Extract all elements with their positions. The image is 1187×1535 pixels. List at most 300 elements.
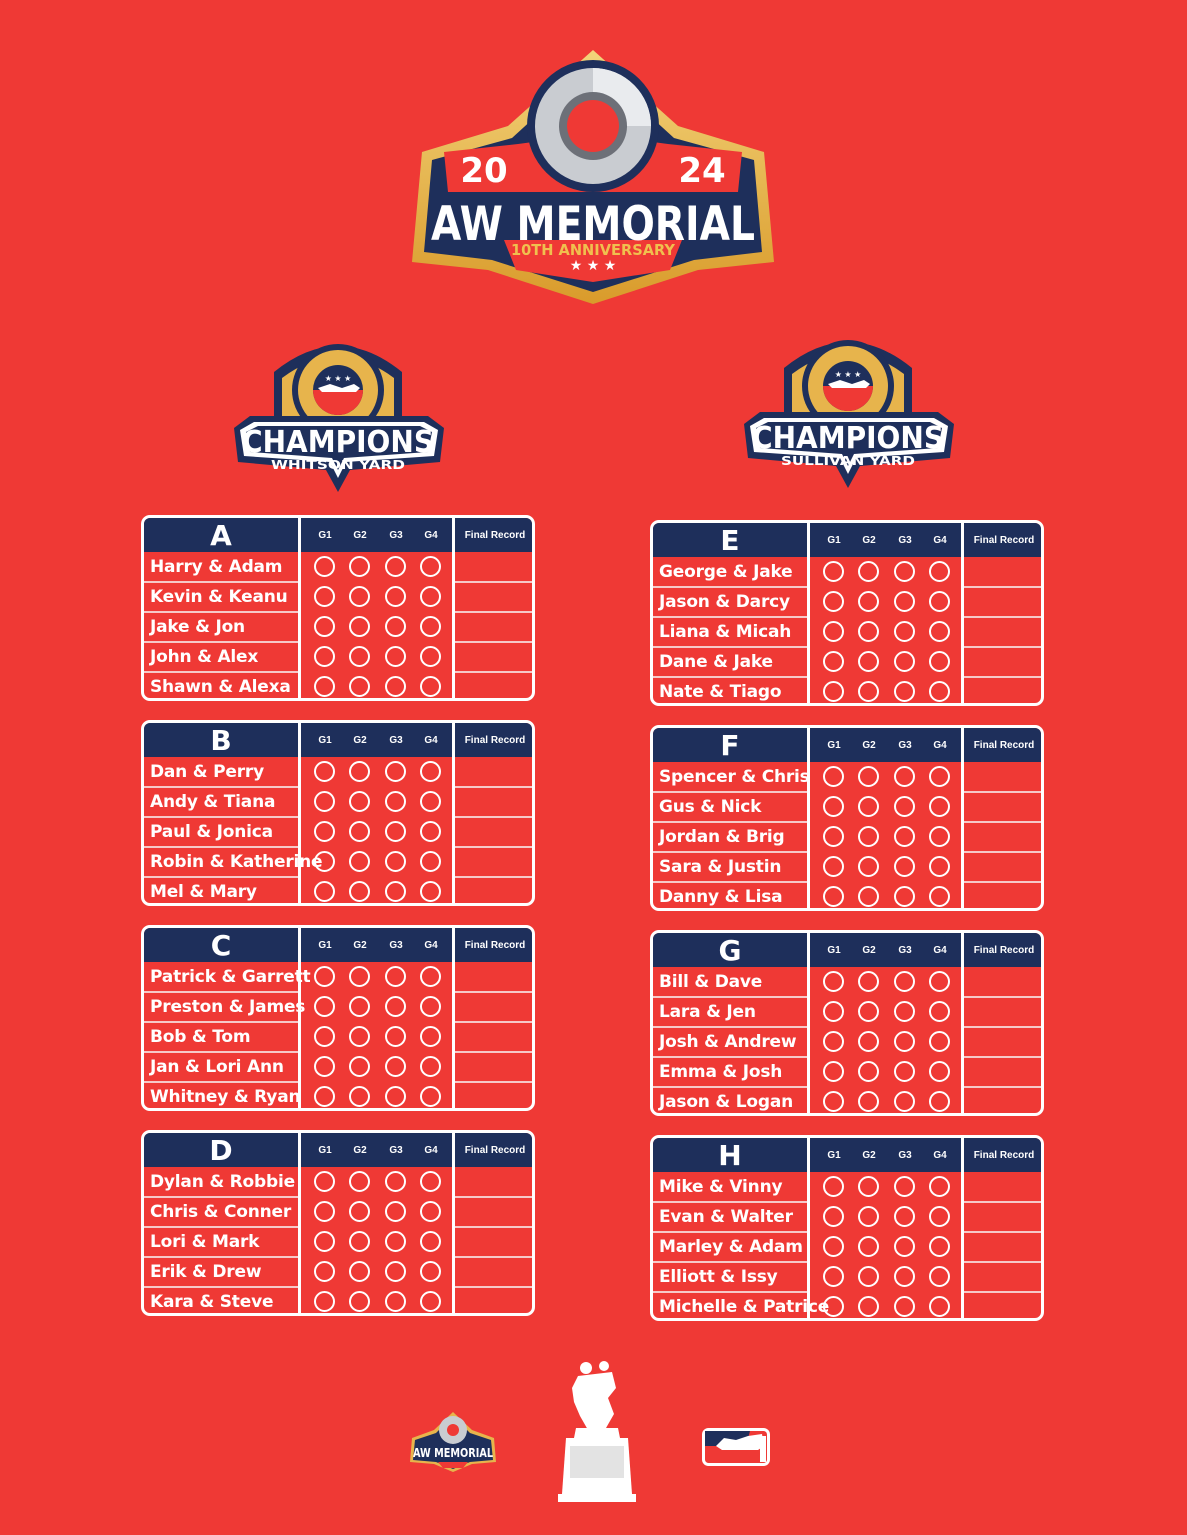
game-result-circle[interactable]	[349, 851, 370, 872]
table-row	[144, 787, 298, 817]
pool-header	[653, 728, 1041, 762]
game-result-circle[interactable]	[314, 1171, 335, 1192]
team-name: Spencer & Chris	[659, 767, 810, 787]
game-result-circle[interactable]	[420, 556, 441, 577]
final-record-header: Final Record	[464, 940, 526, 951]
final-record-cell[interactable]	[455, 992, 535, 1022]
game-result-circle[interactable]	[929, 826, 950, 847]
final-record-cell[interactable]	[964, 1027, 1044, 1057]
game-column-header: G2	[862, 945, 876, 956]
badge-left-title: CHAMPIONS	[242, 425, 434, 460]
game-result-circle[interactable]	[314, 881, 335, 902]
final-record-cell[interactable]	[455, 582, 535, 612]
final-record-cell[interactable]	[455, 877, 535, 906]
game-result-circle[interactable]	[823, 1236, 844, 1257]
final-record-cell[interactable]	[964, 762, 1044, 792]
team-name: Whitney & Ryan	[150, 1087, 301, 1107]
team-name: Robin & Katherine	[150, 852, 323, 872]
champions-badge-whitson	[230, 332, 448, 494]
game-result-circle[interactable]	[420, 1231, 441, 1252]
logo-year-right: 24	[678, 151, 726, 191]
game-result-circle[interactable]	[894, 826, 915, 847]
pool-header	[653, 933, 1041, 967]
game-result-circle[interactable]	[349, 881, 370, 902]
pool-f	[650, 725, 1044, 911]
team-name: Preston & James	[150, 997, 306, 1017]
final-record-cell[interactable]	[964, 967, 1044, 997]
game-result-circle[interactable]	[314, 1291, 335, 1312]
game-result-circle[interactable]	[823, 856, 844, 877]
game-result-circle[interactable]	[385, 791, 406, 812]
table-row	[653, 997, 807, 1027]
pool-header	[653, 523, 1041, 557]
team-name: Lara & Jen	[659, 1002, 756, 1022]
table-row	[144, 612, 298, 642]
game-result-circle[interactable]	[894, 561, 915, 582]
game-result-circle[interactable]	[823, 1061, 844, 1082]
game-result-circle[interactable]	[349, 586, 370, 607]
pool-e	[650, 520, 1044, 706]
final-record-cell[interactable]	[455, 817, 535, 847]
game-column-header: G2	[353, 530, 367, 541]
game-result-circle[interactable]	[823, 651, 844, 672]
game-column-header: G4	[933, 535, 947, 546]
final-record-cell[interactable]	[455, 612, 535, 642]
game-result-circle[interactable]	[349, 966, 370, 987]
game-result-circle[interactable]	[385, 761, 406, 782]
game-column-header: G3	[898, 740, 912, 751]
game-result-circle[interactable]	[823, 591, 844, 612]
game-result-circle[interactable]	[823, 561, 844, 582]
game-result-circle[interactable]	[823, 796, 844, 817]
game-result-circle[interactable]	[894, 1236, 915, 1257]
game-result-circle[interactable]	[349, 1026, 370, 1047]
game-result-circle[interactable]	[823, 1001, 844, 1022]
game-result-circle[interactable]	[858, 1236, 879, 1257]
trophy-icon	[556, 1358, 638, 1504]
final-record-cell[interactable]	[455, 1167, 535, 1197]
game-result-circle[interactable]	[420, 761, 441, 782]
game-result-circle[interactable]	[823, 1266, 844, 1287]
game-result-circle[interactable]	[349, 616, 370, 637]
game-result-circle[interactable]	[420, 821, 441, 842]
game-result-circle[interactable]	[385, 676, 406, 697]
game-result-circle[interactable]	[823, 1206, 844, 1227]
game-result-circle[interactable]	[385, 1291, 406, 1312]
team-name: Lori & Mark	[150, 1232, 260, 1252]
final-record-cell[interactable]	[455, 1022, 535, 1052]
game-column-header: G1	[827, 1150, 841, 1161]
game-result-circle[interactable]	[420, 616, 441, 637]
game-result-circle[interactable]	[349, 676, 370, 697]
team-name: Kara & Steve	[150, 1292, 274, 1312]
team-name: Marley & Adam	[659, 1237, 803, 1257]
game-result-circle[interactable]	[420, 966, 441, 987]
game-column-header: G4	[424, 940, 438, 951]
game-result-circle[interactable]	[314, 1026, 335, 1047]
game-result-circle[interactable]	[385, 851, 406, 872]
final-record-cell[interactable]	[455, 1257, 535, 1287]
game-result-circle[interactable]	[929, 1001, 950, 1022]
game-result-circle[interactable]	[314, 556, 335, 577]
game-result-circle[interactable]	[420, 881, 441, 902]
game-result-circle[interactable]	[929, 856, 950, 877]
game-result-circle[interactable]	[314, 791, 335, 812]
badge-right-subtitle: SULLIVAN YARD	[781, 454, 916, 468]
team-name: Shawn & Alexa	[150, 677, 291, 697]
game-result-circle[interactable]	[314, 1231, 335, 1252]
final-record-cell[interactable]	[964, 587, 1044, 617]
game-result-circle[interactable]	[349, 1261, 370, 1282]
game-result-circle[interactable]	[420, 1026, 441, 1047]
game-result-circle[interactable]	[314, 616, 335, 637]
game-result-circle[interactable]	[420, 646, 441, 667]
table-row	[144, 1082, 301, 1111]
game-result-circle[interactable]	[894, 1206, 915, 1227]
final-record-cell[interactable]	[455, 1227, 535, 1257]
table-row	[144, 642, 298, 672]
team-name: George & Jake	[659, 562, 793, 582]
game-result-circle[interactable]	[314, 761, 335, 782]
game-result-circle[interactable]	[894, 1266, 915, 1287]
table-row	[653, 822, 807, 852]
game-result-circle[interactable]	[858, 971, 879, 992]
logo-stars-icon: ★ ★ ★	[569, 258, 617, 274]
team-name: Bill & Dave	[659, 972, 763, 992]
final-record-cell[interactable]	[455, 672, 535, 701]
final-record-cell[interactable]	[964, 852, 1044, 882]
game-result-circle[interactable]	[858, 681, 879, 702]
game-result-circle[interactable]	[858, 796, 879, 817]
game-result-circle[interactable]	[349, 1086, 370, 1107]
game-result-circle[interactable]	[823, 971, 844, 992]
footer-logo-text: AW MEMORIAL	[413, 1446, 494, 1460]
table-row	[653, 762, 810, 792]
game-result-circle[interactable]	[858, 1001, 879, 1022]
game-result-circle[interactable]	[894, 1031, 915, 1052]
svg-text:★ ★ ★: ★ ★ ★	[324, 374, 352, 383]
game-column-header: G2	[353, 1145, 367, 1156]
game-result-circle[interactable]	[314, 821, 335, 842]
table-row	[144, 847, 323, 877]
pool-letter: A	[210, 519, 232, 552]
game-result-circle[interactable]	[858, 886, 879, 907]
game-result-circle[interactable]	[314, 1056, 335, 1077]
game-result-circle[interactable]	[894, 1176, 915, 1197]
final-record-cell[interactable]	[964, 1292, 1044, 1321]
table-row	[144, 1287, 298, 1316]
game-result-circle[interactable]	[858, 766, 879, 787]
team-name: Liana & Micah	[659, 622, 792, 642]
final-record-cell[interactable]	[964, 1087, 1044, 1116]
game-column-header: G3	[898, 535, 912, 546]
game-result-circle[interactable]	[385, 646, 406, 667]
team-name: Kevin & Keanu	[150, 587, 288, 607]
team-name: Jordan & Brig	[659, 827, 785, 847]
final-record-cell[interactable]	[964, 677, 1044, 706]
game-result-circle[interactable]	[858, 561, 879, 582]
final-record-cell[interactable]	[455, 1197, 535, 1227]
game-result-circle[interactable]	[349, 1171, 370, 1192]
final-record-cell[interactable]	[964, 997, 1044, 1027]
team-name: Mel & Mary	[150, 882, 257, 902]
final-record-cell[interactable]	[964, 822, 1044, 852]
game-result-circle[interactable]	[858, 651, 879, 672]
game-result-circle[interactable]	[858, 1176, 879, 1197]
table-row	[144, 817, 298, 847]
game-result-circle[interactable]	[894, 856, 915, 877]
game-result-circle[interactable]	[823, 826, 844, 847]
final-record-cell[interactable]	[455, 847, 535, 877]
game-result-circle[interactable]	[385, 1056, 406, 1077]
game-result-circle[interactable]	[929, 1091, 950, 1112]
game-result-circle[interactable]	[385, 966, 406, 987]
final-record-cell[interactable]	[964, 792, 1044, 822]
pool-header	[144, 928, 532, 962]
final-record-header: Final Record	[973, 945, 1035, 956]
game-result-circle[interactable]	[349, 1056, 370, 1077]
column-divider	[807, 728, 810, 908]
game-result-circle[interactable]	[349, 1231, 370, 1252]
game-column-header: G4	[933, 945, 947, 956]
game-column-header: G1	[318, 735, 332, 746]
game-result-circle[interactable]	[314, 996, 335, 1017]
game-result-circle[interactable]	[349, 646, 370, 667]
game-result-circle[interactable]	[420, 1086, 441, 1107]
game-result-circle[interactable]	[894, 766, 915, 787]
final-record-cell[interactable]	[964, 617, 1044, 647]
game-result-circle[interactable]	[349, 556, 370, 577]
final-record-cell[interactable]	[964, 557, 1044, 587]
final-record-cell[interactable]	[455, 1052, 535, 1082]
game-result-circle[interactable]	[385, 1086, 406, 1107]
game-result-circle[interactable]	[385, 1171, 406, 1192]
svg-text:★ ★ ★: ★ ★ ★	[834, 370, 862, 379]
pool-d	[141, 1130, 535, 1316]
team-name: Sara & Justin	[659, 857, 782, 877]
final-record-cell[interactable]	[455, 642, 535, 672]
final-record-cell[interactable]	[455, 962, 535, 992]
game-result-circle[interactable]	[385, 996, 406, 1017]
table-row	[653, 1172, 807, 1202]
game-result-circle[interactable]	[420, 851, 441, 872]
column-divider	[298, 1133, 301, 1313]
game-result-circle[interactable]	[929, 651, 950, 672]
game-result-circle[interactable]	[823, 621, 844, 642]
game-result-circle[interactable]	[823, 766, 844, 787]
table-row	[653, 1027, 807, 1057]
game-result-circle[interactable]	[420, 1171, 441, 1192]
game-result-circle[interactable]	[420, 676, 441, 697]
game-result-circle[interactable]	[894, 971, 915, 992]
game-result-circle[interactable]	[858, 1296, 879, 1317]
pool-header	[144, 1133, 532, 1167]
game-result-circle[interactable]	[420, 1261, 441, 1282]
game-result-circle[interactable]	[929, 1206, 950, 1227]
badge-right-title: CHAMPIONS	[752, 421, 944, 456]
table-row	[653, 852, 807, 882]
game-result-circle[interactable]	[858, 1061, 879, 1082]
game-result-circle[interactable]	[929, 1061, 950, 1082]
table-row	[144, 582, 298, 612]
game-result-circle[interactable]	[314, 851, 335, 872]
game-result-circle[interactable]	[929, 1266, 950, 1287]
game-result-circle[interactable]	[929, 591, 950, 612]
game-result-circle[interactable]	[314, 966, 335, 987]
final-record-cell[interactable]	[964, 882, 1044, 911]
game-result-circle[interactable]	[894, 1296, 915, 1317]
pool-letter: D	[209, 1134, 233, 1167]
pool-letter: H	[718, 1139, 742, 1172]
game-result-circle[interactable]	[314, 586, 335, 607]
table-row	[144, 757, 298, 787]
column-divider	[807, 1138, 810, 1318]
final-record-cell[interactable]	[455, 787, 535, 817]
game-result-circle[interactable]	[420, 791, 441, 812]
game-result-circle[interactable]	[314, 1261, 335, 1282]
game-result-circle[interactable]	[858, 826, 879, 847]
final-record-header: Final Record	[464, 1145, 526, 1156]
champions-badge-sullivan	[740, 328, 958, 490]
table-row	[653, 557, 807, 587]
game-result-circle[interactable]	[929, 796, 950, 817]
team-name: Andy & Tiana	[150, 792, 276, 812]
game-result-circle[interactable]	[349, 821, 370, 842]
final-record-cell[interactable]	[455, 552, 535, 582]
game-result-circle[interactable]	[929, 971, 950, 992]
game-result-circle[interactable]	[858, 621, 879, 642]
game-result-circle[interactable]	[385, 1026, 406, 1047]
game-result-circle[interactable]	[929, 886, 950, 907]
final-record-cell[interactable]	[964, 647, 1044, 677]
game-result-circle[interactable]	[823, 681, 844, 702]
game-result-circle[interactable]	[894, 1061, 915, 1082]
game-result-circle[interactable]	[894, 796, 915, 817]
table-row	[653, 587, 807, 617]
game-result-circle[interactable]	[894, 1001, 915, 1022]
final-record-cell[interactable]	[964, 1202, 1044, 1232]
game-result-circle[interactable]	[349, 791, 370, 812]
game-result-circle[interactable]	[858, 1206, 879, 1227]
game-result-circle[interactable]	[894, 651, 915, 672]
game-result-circle[interactable]	[823, 1091, 844, 1112]
table-row	[144, 1052, 298, 1082]
team-name: Chris & Conner	[150, 1202, 292, 1222]
final-record-cell[interactable]	[964, 1057, 1044, 1087]
game-column-header: G2	[353, 735, 367, 746]
game-result-circle[interactable]	[894, 886, 915, 907]
table-row	[144, 877, 298, 906]
team-name: Emma & Josh	[659, 1062, 783, 1082]
team-name: John & Alex	[150, 647, 259, 667]
game-result-circle[interactable]	[929, 1031, 950, 1052]
game-result-circle[interactable]	[894, 621, 915, 642]
game-result-circle[interactable]	[894, 681, 915, 702]
final-record-cell[interactable]	[455, 1287, 535, 1316]
game-result-circle[interactable]	[420, 1291, 441, 1312]
game-result-circle[interactable]	[349, 761, 370, 782]
team-name: Evan & Walter	[659, 1207, 793, 1227]
game-column-header: G3	[898, 945, 912, 956]
game-result-circle[interactable]	[823, 1296, 844, 1317]
final-record-cell[interactable]	[455, 757, 535, 787]
final-record-header: Final Record	[973, 740, 1035, 751]
game-result-circle[interactable]	[385, 1231, 406, 1252]
game-result-circle[interactable]	[929, 621, 950, 642]
game-result-circle[interactable]	[929, 561, 950, 582]
game-result-circle[interactable]	[385, 586, 406, 607]
pool-a	[141, 515, 535, 701]
game-column-header: G4	[933, 1150, 947, 1161]
game-result-circle[interactable]	[858, 1266, 879, 1287]
team-name: Bob & Tom	[150, 1027, 251, 1047]
team-name: Michelle & Patrice	[659, 1297, 830, 1317]
game-result-circle[interactable]	[929, 766, 950, 787]
game-result-circle[interactable]	[858, 1091, 879, 1112]
game-result-circle[interactable]	[420, 1201, 441, 1222]
game-result-circle[interactable]	[929, 681, 950, 702]
game-result-circle[interactable]	[929, 1296, 950, 1317]
final-record-cell[interactable]	[964, 1232, 1044, 1262]
game-result-circle[interactable]	[385, 881, 406, 902]
game-result-circle[interactable]	[420, 1056, 441, 1077]
game-result-circle[interactable]	[385, 821, 406, 842]
aw-memorial-logo	[408, 44, 778, 306]
game-result-circle[interactable]	[894, 591, 915, 612]
game-result-circle[interactable]	[823, 1176, 844, 1197]
table-row	[653, 677, 807, 706]
game-result-circle[interactable]	[385, 556, 406, 577]
game-result-circle[interactable]	[823, 1031, 844, 1052]
game-result-circle[interactable]	[385, 616, 406, 637]
game-result-circle[interactable]	[823, 886, 844, 907]
table-row	[653, 1087, 807, 1116]
game-result-circle[interactable]	[929, 1176, 950, 1197]
table-row	[653, 1292, 830, 1321]
game-column-header: G2	[862, 535, 876, 546]
game-result-circle[interactable]	[385, 1261, 406, 1282]
game-result-circle[interactable]	[314, 676, 335, 697]
game-result-circle[interactable]	[420, 996, 441, 1017]
game-result-circle[interactable]	[349, 1291, 370, 1312]
game-result-circle[interactable]	[858, 856, 879, 877]
game-result-circle[interactable]	[314, 1201, 335, 1222]
footer-aw-logo	[408, 1410, 498, 1472]
game-result-circle[interactable]	[858, 1031, 879, 1052]
team-name: Nate & Tiago	[659, 682, 782, 702]
game-result-circle[interactable]	[420, 586, 441, 607]
final-record-cell[interactable]	[964, 1262, 1044, 1292]
game-result-circle[interactable]	[349, 1201, 370, 1222]
team-name: Mike & Vinny	[659, 1177, 783, 1197]
table-row	[144, 1257, 298, 1287]
team-name: Jan & Lori Ann	[150, 1057, 284, 1077]
game-result-circle[interactable]	[385, 1201, 406, 1222]
table-row	[653, 1232, 807, 1262]
game-result-circle[interactable]	[858, 591, 879, 612]
game-result-circle[interactable]	[929, 1236, 950, 1257]
game-result-circle[interactable]	[314, 1086, 335, 1107]
pool-letter: F	[720, 729, 740, 762]
table-row	[653, 882, 807, 911]
game-result-circle[interactable]	[894, 1091, 915, 1112]
team-name: Harry & Adam	[150, 557, 283, 577]
team-name: Jason & Logan	[659, 1092, 794, 1112]
game-result-circle[interactable]	[314, 646, 335, 667]
final-record-cell[interactable]	[455, 1082, 535, 1111]
game-result-circle[interactable]	[349, 996, 370, 1017]
final-record-cell[interactable]	[964, 1172, 1044, 1202]
